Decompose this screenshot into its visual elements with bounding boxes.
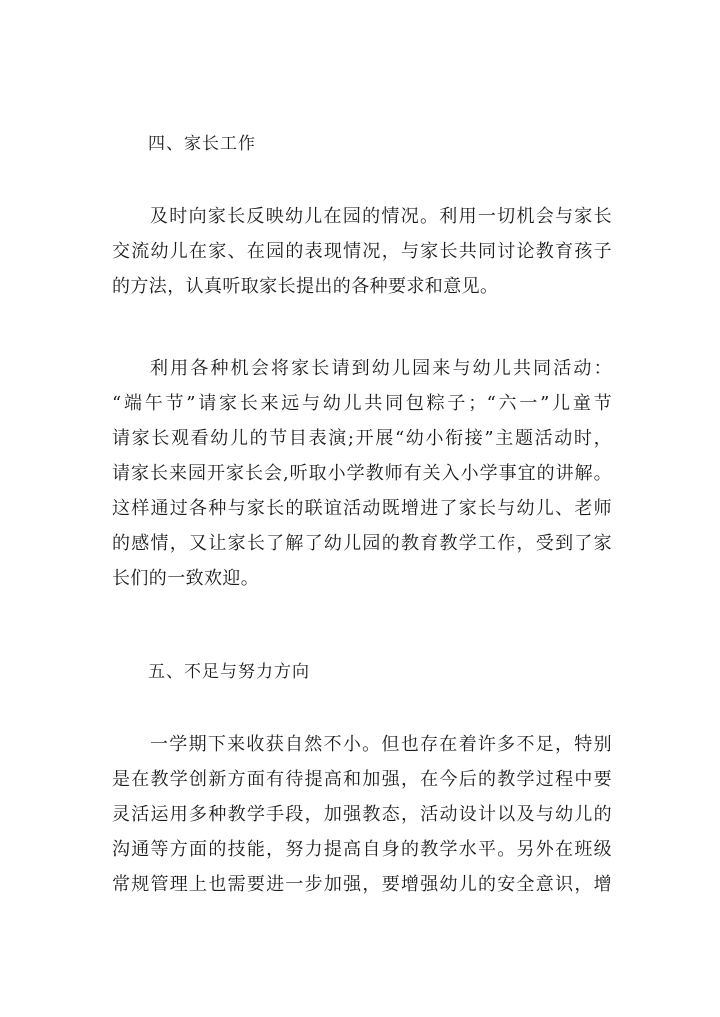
paragraph-line: 是在教学创新方面有待提高和加强，在今后的教学过程中要 <box>112 769 612 790</box>
paragraph-line: 及时向家长反映幼儿在园的情况。利用一切机会与家长 <box>150 206 612 227</box>
paragraph-line: 请家长来园开家长会,听取小学教师有关入小学事宜的讲解。 <box>112 463 612 484</box>
paragraph-line: 沟通等方面的技能，努力提高自身的教学水平。另外在班级 <box>112 839 612 860</box>
section-heading-shortcomings: 五、不足与努力方向 <box>148 662 310 682</box>
paragraph-line: 这样通过各种与家长的联谊活动既增进了家长与幼儿、老师 <box>112 498 612 519</box>
paragraph-line: 常规管理上也需要进一步加强，要增强幼儿的安全意识，增 <box>112 874 612 895</box>
paragraph-line: 请家长观看幼儿的节目表演;开展“幼小衔接”主题活动时， <box>112 428 612 449</box>
paragraph-parent-communication <box>112 199 612 304</box>
paragraph-parent-activities <box>112 351 612 596</box>
paragraph-line: 交流幼儿在家、在园的表现情况，与家长共同讨论教育孩子 <box>112 241 612 262</box>
paragraph-line: 长们的一致欢迎。 <box>112 568 260 589</box>
paragraph-line: 灵活运用多种教学手段，加强教态，活动设计以及与幼儿的 <box>112 804 612 825</box>
paragraph-line: 的方法，认真听取家长提出的各种要求和意见。 <box>112 276 499 297</box>
section-heading-parent-work: 四、家长工作 <box>148 134 256 154</box>
paragraph-line: 一学期下来收获自然不小。但也存在着许多不足，特别 <box>150 734 612 755</box>
paragraph-line: 利用各种机会将家长请到幼儿园来与幼儿共同活动： <box>150 358 612 379</box>
paragraph-shortcomings <box>112 727 612 902</box>
paragraph-line: “端午节”请家长来远与幼儿共同包粽子；“六一”儿童节 <box>112 393 612 414</box>
paragraph-line: 的感情，又让家长了解了幼儿园的教育教学工作，受到了家 <box>112 533 612 554</box>
